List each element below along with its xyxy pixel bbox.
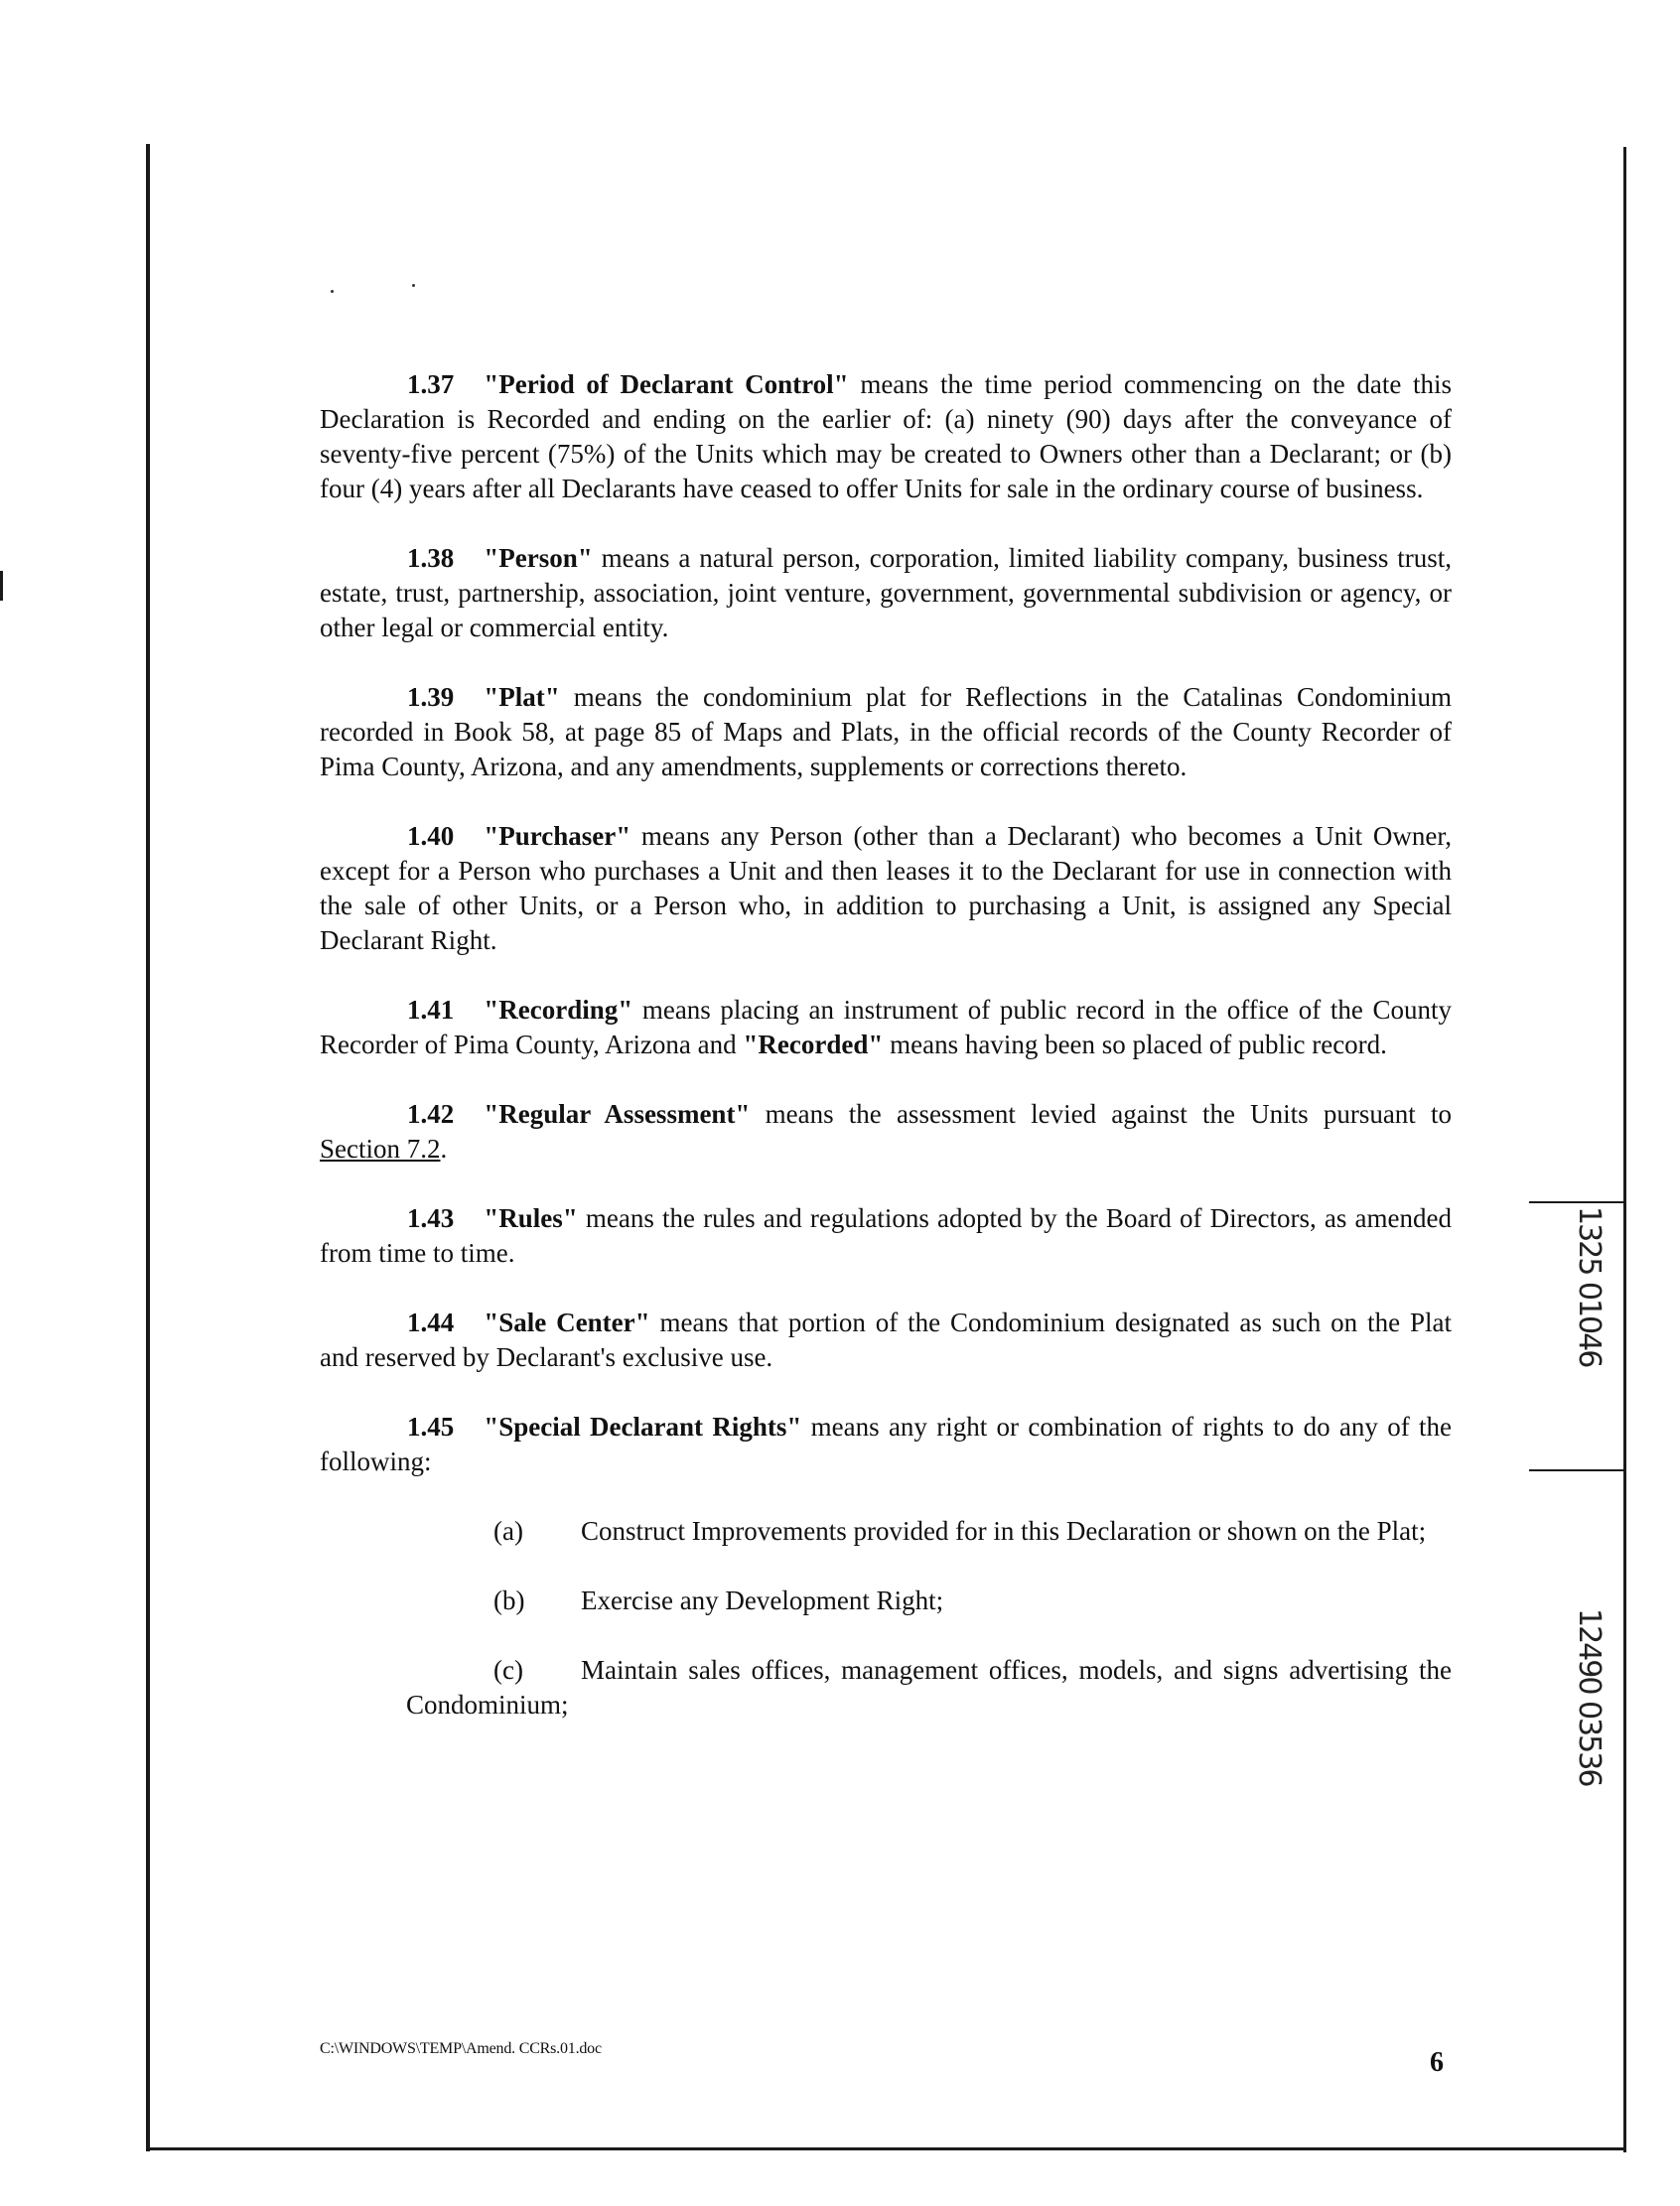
- recording-stamp-lower: 12490 03536: [1572, 1608, 1607, 1786]
- list-item-a: [406, 1514, 1452, 1549]
- section-reference: Section 7.2: [320, 1134, 441, 1164]
- scan-speck: [331, 290, 334, 293]
- list-label: (c): [493, 1655, 523, 1685]
- section-1-44: [320, 1306, 1452, 1375]
- definition-text: means having been so placed of public record.: [883, 1030, 1387, 1059]
- definition-text: .: [440, 1134, 448, 1164]
- bottom-margin-rule: [147, 2147, 1626, 2150]
- section-number: 1.45: [407, 1412, 455, 1442]
- list-label: (b): [493, 1586, 525, 1615]
- defined-term: "Purchaser": [484, 821, 631, 851]
- definition-text: means the condominium plat for Reflections in the Catalinas Condominium recorded in Book 58, at page 85 of Maps and Plats, in the official records of the County Recorder of Pima County, Arizona, and any amendments, supplements or corrections thereto.: [320, 682, 1452, 781]
- stamp-tick-upper: [1529, 1201, 1623, 1203]
- section-number: 1.37: [407, 369, 455, 399]
- defined-term: "Person": [484, 543, 593, 573]
- defined-term: "Sale Center": [484, 1308, 650, 1337]
- definition-text: means a natural person, corporation, limited liability company, business trust, estate, trust, partnership, association, joint venture, government, governmental subdivision or agency, or other legal or commercial entity.: [320, 543, 1452, 642]
- list-text: Exercise any Development Right;: [581, 1586, 944, 1615]
- section-1-42: [320, 1097, 1452, 1167]
- section-1-45: [320, 1410, 1452, 1479]
- document-body: [320, 367, 1452, 1757]
- stamp-tick-lower: [1529, 1469, 1623, 1471]
- section-number: 1.38: [407, 543, 455, 573]
- definition-text: means the time period commencing on the date this Declaration is Recorded and ending on the earlier of: (a) ninety (90) days after the conveyance of seventy-five percent (75%) of the Units which may be created to Owners other than a Declarant; or (b) four (4) years after all Declarants have ceased to offer Units for sale in the ordinary course of business.: [320, 369, 1452, 503]
- recording-stamp-upper: 1325 01046: [1572, 1206, 1607, 1367]
- defined-term: "Rules": [484, 1203, 578, 1233]
- definition-text: means the assessment levied against the Units pursuant to: [750, 1099, 1452, 1129]
- right-margin-rule: [1623, 147, 1626, 2152]
- list-text: Maintain sales offices, management offices, models, and signs advertising the Condominium;: [406, 1655, 1452, 1720]
- section-1-38: [320, 541, 1452, 645]
- definition-text: means that portion of the Condominium designated as such on the Plat and reserved by Declarant's exclusive use.: [320, 1308, 1452, 1372]
- definition-text: means placing an instrument of public record in the office of the County Recorder of Pima County, Arizona and: [320, 995, 1452, 1059]
- scan-speck: [412, 284, 415, 287]
- definition-text: means any Person (other than a Declarant) who becomes a Unit Owner, except for a Person who purchases a Unit and then leases it to the Declarant for use in connection with the sale of other Units, or a Person who, in addition to purchasing a Unit, is assigned any Special Declarant Right.: [320, 821, 1452, 955]
- definition-text: means any right or combination of rights to do any of the following:: [320, 1412, 1452, 1476]
- list-item-c: [406, 1653, 1452, 1723]
- defined-term: "Period of Declarant Control": [484, 369, 849, 399]
- left-margin-rule: [146, 144, 150, 2151]
- section-number: 1.40: [407, 821, 455, 851]
- defined-term-secondary: "Recorded": [743, 1030, 884, 1059]
- section-number: 1.43: [407, 1203, 455, 1233]
- section-1-39: [320, 680, 1452, 784]
- page-number: 6: [1430, 2047, 1444, 2078]
- list-text: Construct Improvements provided for in this Declaration or shown on the Plat;: [581, 1516, 1427, 1546]
- section-1-41: [320, 993, 1452, 1062]
- defined-term: "Special Declarant Rights": [484, 1412, 802, 1442]
- list-label: (a): [493, 1516, 523, 1546]
- section-number: 1.39: [407, 682, 455, 712]
- defined-term: "Regular Assessment": [484, 1099, 751, 1129]
- edge-mark: [0, 571, 3, 601]
- section-number: 1.42: [407, 1099, 455, 1129]
- section-1-43: [320, 1201, 1452, 1271]
- section-number: 1.41: [407, 995, 455, 1025]
- list-item-b: [406, 1584, 1452, 1618]
- file-path-footer: C:\WINDOWS\TEMP\Amend. CCRs.01.doc: [320, 2040, 602, 2057]
- defined-term: "Recording": [484, 995, 633, 1025]
- defined-term: "Plat": [484, 682, 560, 712]
- section-number: 1.44: [407, 1308, 455, 1337]
- definition-text: means the rules and regulations adopted by the Board of Directors, as amended from time to time.: [320, 1203, 1452, 1268]
- section-1-37: [320, 367, 1452, 506]
- section-1-40: [320, 819, 1452, 958]
